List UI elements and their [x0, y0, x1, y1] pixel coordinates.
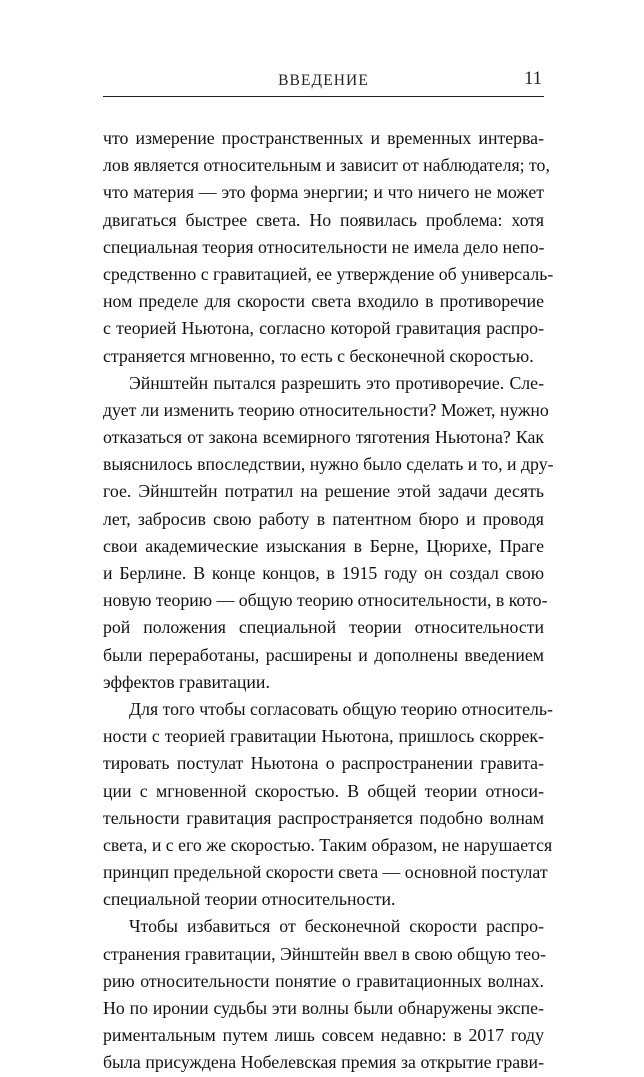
text-line: гое. Эйнштейн потратил на решение этой задачи десять: [103, 481, 544, 502]
text-line: Чтобы избавиться от бесконечной скорости распро-: [129, 916, 544, 937]
text-line: рой положения специальной теории относительности: [103, 617, 544, 638]
text-line: новую теорию — общую теорию относительности, в кото-: [103, 590, 548, 611]
text-line: отказаться от закона всемирного тяготения Ньютона? Как: [103, 427, 544, 448]
text-line: специальной теории относительности.: [103, 889, 396, 910]
text-line: дует ли изменить теорию относительности? Может, нужно: [103, 399, 549, 420]
body-text: [103, 125, 554, 1077]
text-line: Но по иронии судьбы эти волны были обнаружены экспе-: [103, 998, 544, 1018]
text-line: Эйнштейн пытался разрешить это противоречие. Сле-: [129, 372, 544, 393]
text-line: ности с теорией гравитации Ньютона, пришлось скоррек-: [103, 726, 544, 747]
text-line: риментальным путем лишь совсем недавно: в 2017 году: [103, 1025, 544, 1046]
text-line: лов является относительным и зависит от наблюдателя; то,: [103, 155, 550, 176]
text-line: ном пределе для скорости света входило в противоречие: [103, 291, 544, 312]
text-line: света, и с его же скоростью. Таким образом, не нарушается: [103, 834, 553, 855]
text-line: страняется мгновенно, то есть с бесконечной скоростью.: [103, 345, 534, 366]
text-line: была присуждена Нобелевская премия за открытие грави-: [103, 1052, 544, 1073]
text-line: тельности гравитация распространяется подобно волнам: [103, 807, 544, 828]
text-line: принцип предельной скорости света — основной постулат: [103, 862, 548, 883]
text-line: специальная теория относительности не имела дело непо-: [103, 236, 545, 257]
text-line: странения гравитации, Эйнштейн ввел в свою общую тео-: [103, 943, 546, 964]
text-line: были переработаны, расширены и дополнены введением: [103, 644, 544, 665]
text-line: лет, забросив свою работу в патентном бюро и проводя: [103, 508, 544, 529]
text-line: и Берлине. В конце концов, в 1915 году он создал свою: [103, 563, 544, 583]
section-title: ВВЕДЕНИЕ: [278, 72, 369, 89]
text-line: тировать постулат Ньютона о распространении гравита-: [103, 753, 544, 774]
text-line: что измерение пространственных и временных интерва-: [103, 128, 544, 148]
text-line: свои академические изыскания в Берне, Цюрихе, Праге: [103, 535, 544, 556]
text-line: средственно с гравитацией, ее утверждение об универсаль-: [103, 263, 554, 284]
text-line: ции с мгновенной скоростью. В общей теории относи-: [103, 780, 544, 801]
text-line: с теорией Ньютона, согласно которой гравитация распро-: [103, 318, 544, 339]
text-line: рию относительности понятие о гравитационных волнах.: [103, 970, 544, 991]
text-line: выяснилось впоследствии, нужно было сделать и то, и дру-: [103, 454, 554, 475]
text-line: двигаться быстрее света. Но появилась проблема: хотя: [103, 209, 544, 230]
running-head: [103, 66, 544, 97]
text-line: эффектов гравитации.: [103, 671, 270, 692]
page-number: 11: [524, 69, 542, 89]
text-line: Для того чтобы согласовать общую теорию относитель-: [129, 698, 553, 719]
text-line: что материя — это форма энергии; и что ничего не может: [103, 182, 544, 203]
